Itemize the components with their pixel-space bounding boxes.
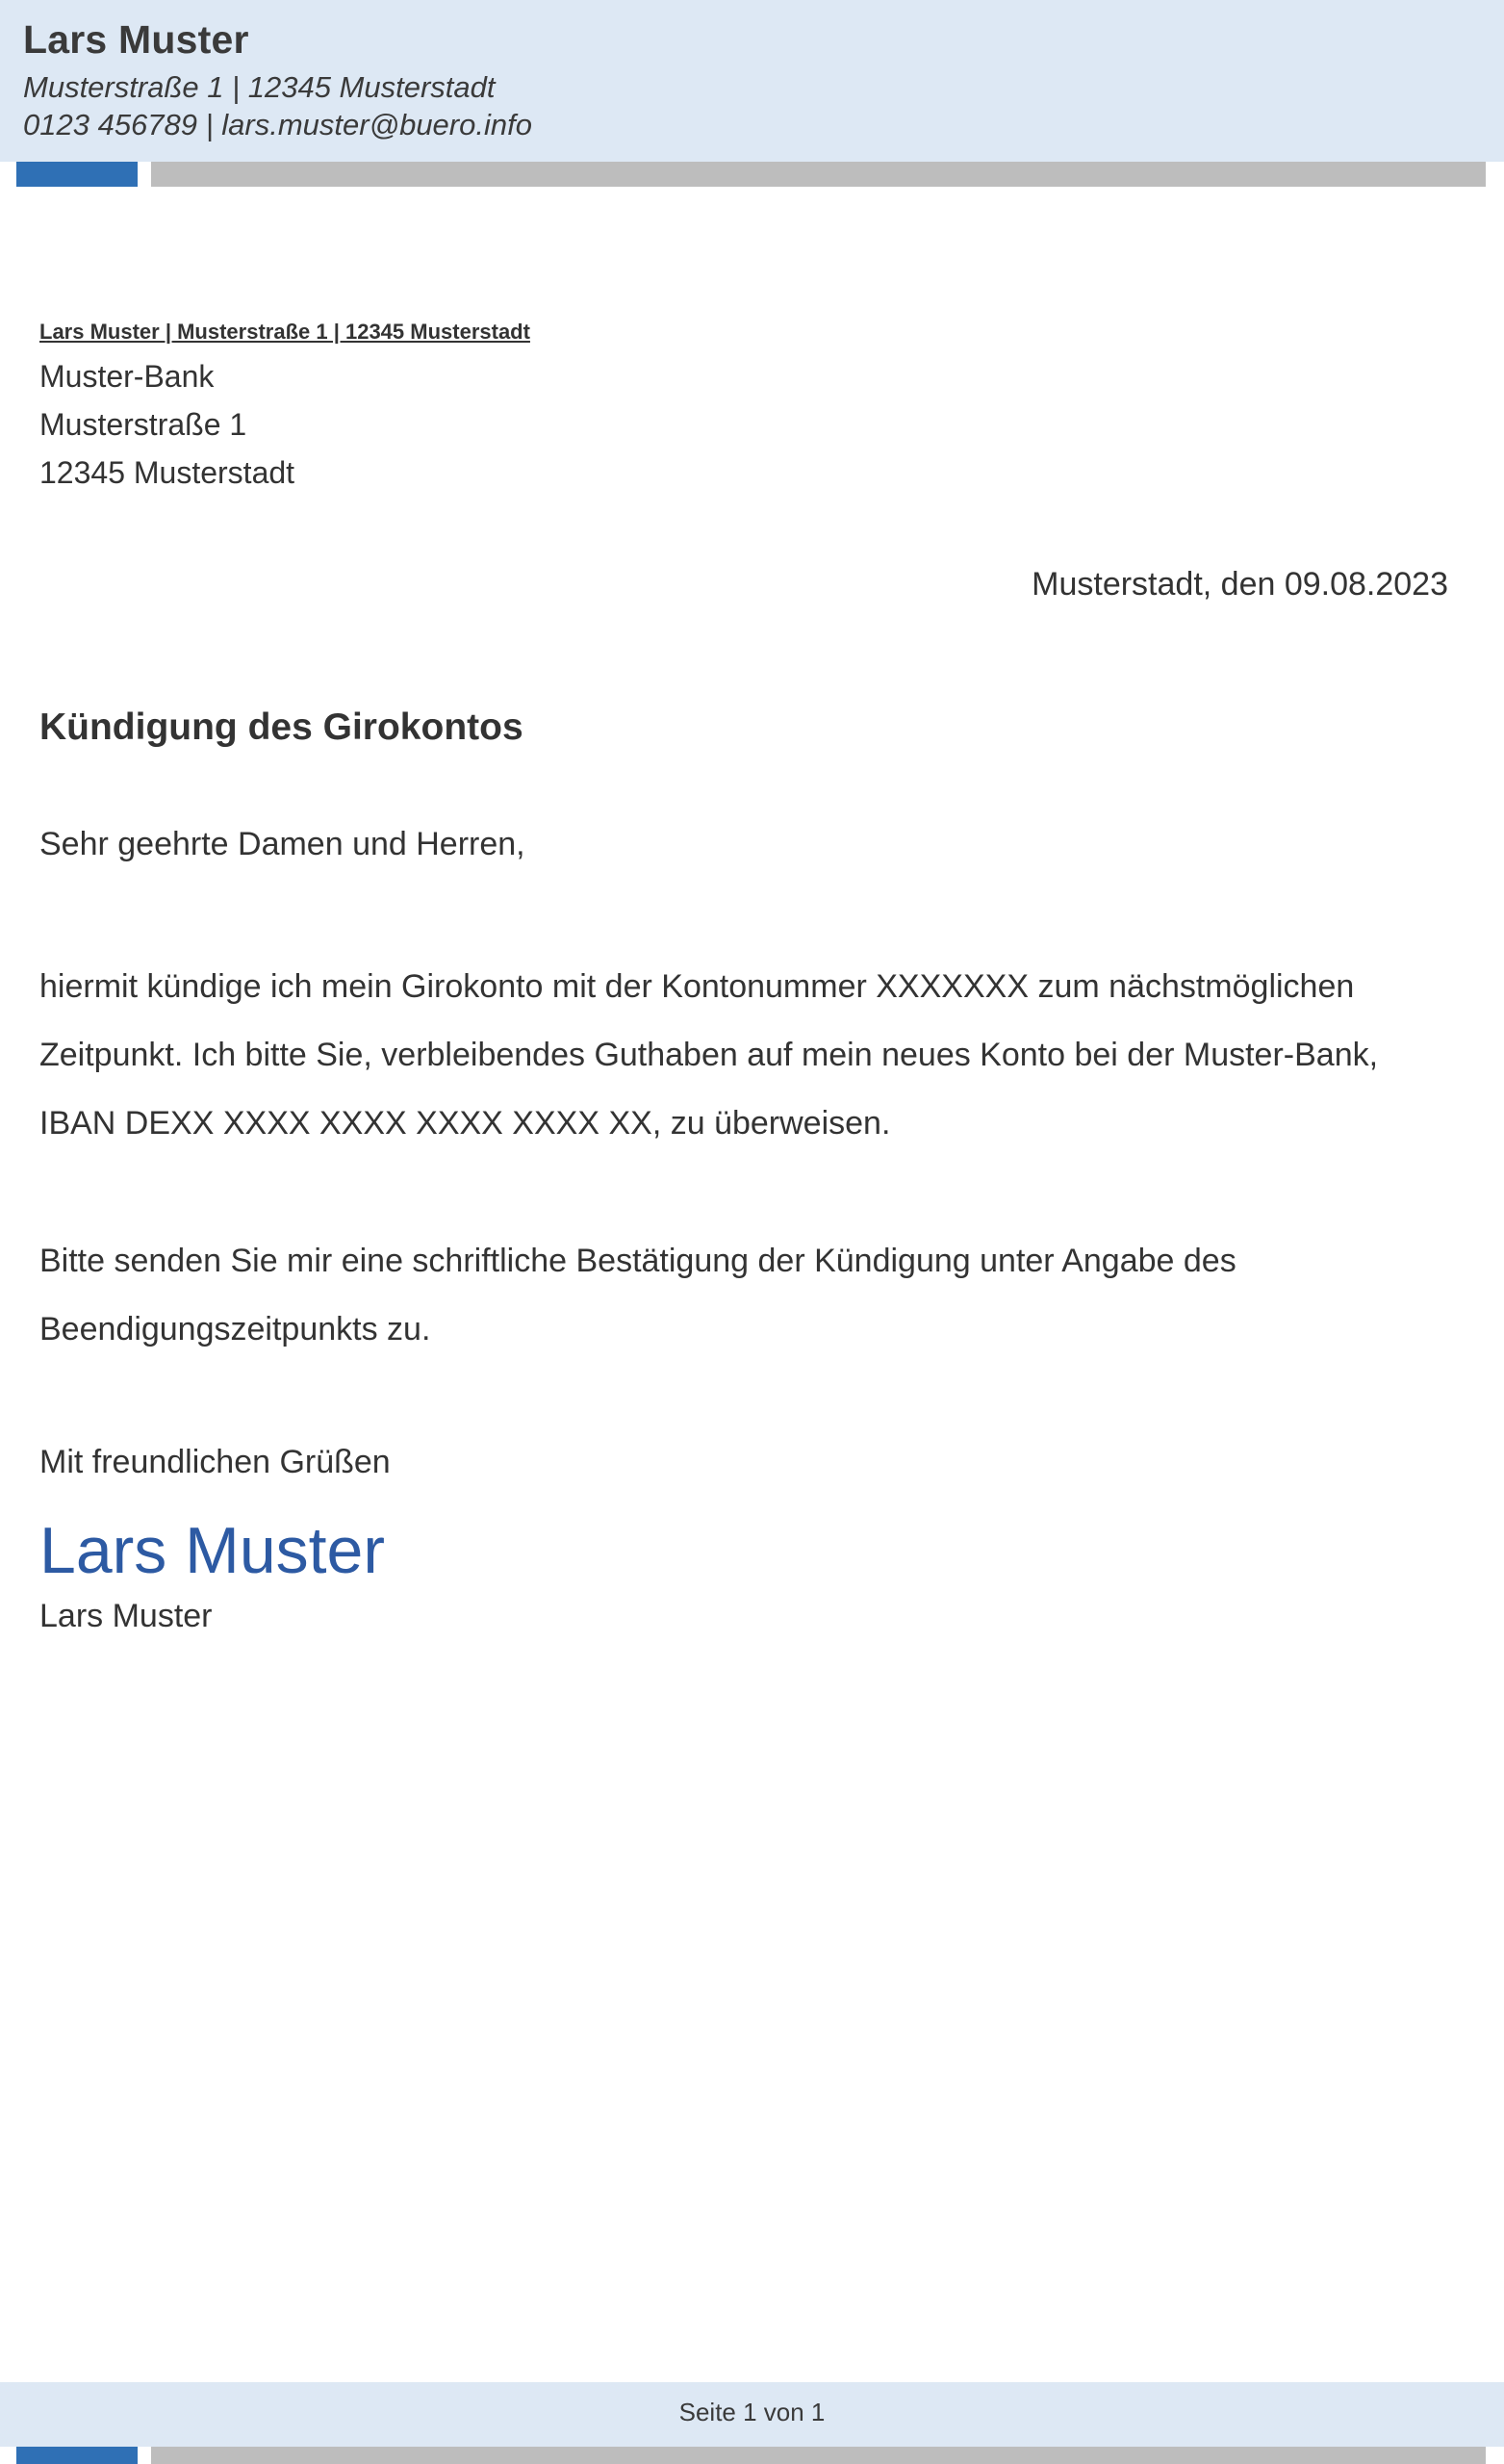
recipient-name: Muster-Bank [39, 359, 215, 394]
recipient-block [39, 352, 294, 497]
header-accent-blue [16, 162, 138, 187]
footer-accent-blue [16, 2447, 138, 2464]
recipient-street: Musterstraße 1 [39, 407, 247, 442]
sender-contact: 0123 456789 | lars.muster@buero.info [23, 108, 532, 141]
return-address: Lars Muster | Musterstraße 1 | 12345 Musterstadt [39, 320, 530, 344]
subject-line: Kündigung des Girokontos [39, 706, 523, 748]
page-number: Seite 1 von 1 [678, 2398, 826, 2426]
closing: Mit freundlichen Grüßen [39, 1444, 391, 1480]
recipient-city: 12345 Musterstadt [39, 455, 295, 490]
sender-name: Lars Muster [23, 17, 249, 62]
salutation: Sehr geehrte Damen und Herren, [39, 826, 525, 862]
footer [0, 2382, 1504, 2447]
body-paragraph-1: hiermit kündige ich mein Girokonto mit der Kontonummer XXXXXXX zum nächstmöglichen Zeitpunkt. Ich bitte Sie, verbleibendes Guthaben auf mein neues Konto bei der Muster-Bank, IBAN DEXX XXXX XXXX XXXX XXXX XX, zu überweisen. [39, 968, 1379, 1142]
letterhead [0, 0, 1504, 162]
signer-name: Lars Muster [39, 1598, 213, 1634]
date-line: Musterstadt, den 09.08.2023 [1032, 566, 1448, 603]
body-paragraph-2: Bitte senden Sie mir eine schriftliche Bestätigung der Kündigung unter Angabe des Beendigungszeitpunkts zu. [39, 1243, 1236, 1348]
signature: Lars Muster [39, 1514, 385, 1587]
footer-accent-grey [151, 2447, 1486, 2464]
sender-address: Musterstraße 1 | 12345 Musterstadt [23, 70, 496, 104]
header-accent-grey [151, 162, 1486, 187]
